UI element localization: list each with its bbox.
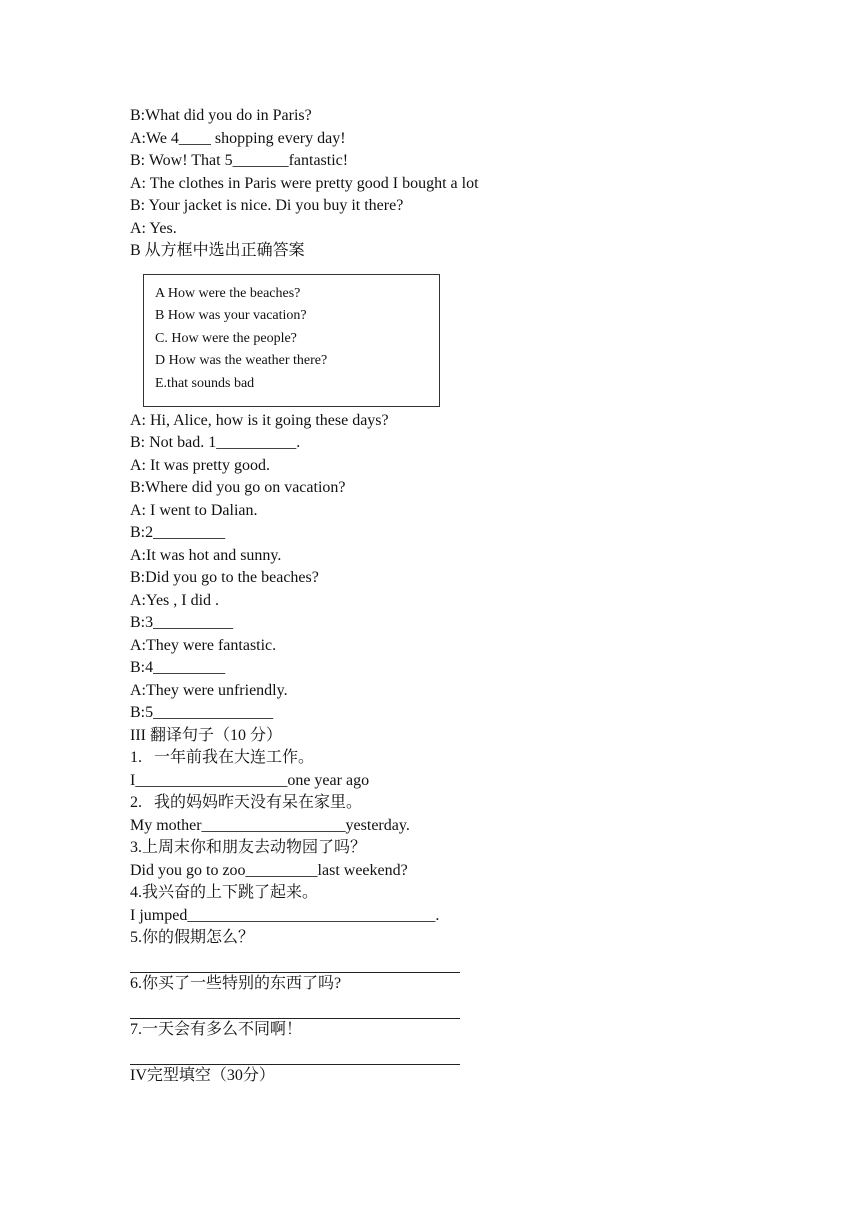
translation-line: 4.我兴奋的上下跳了起来。: [130, 884, 319, 901]
translation-line: 5.你的假期怎么？: [130, 929, 255, 946]
dialogue-line: B: Not bad. 1__________.: [130, 434, 301, 451]
section-iv-heading: IV完型填空（30分）: [130, 1067, 275, 1084]
dialogue-line: B:5_______________: [130, 704, 274, 721]
dialogue-line: A: It was pretty good.: [130, 456, 270, 474]
dialogue-line: B:Where did you go on vacation?: [130, 479, 346, 496]
dialogue-b: [130, 410, 830, 725]
translation-section: [130, 747, 830, 950]
section-iii-heading: III 翻译句子（10 分）: [130, 726, 282, 744]
dialogue-line: B: Wow! That 5_______fantastic!: [130, 152, 349, 169]
dialogue-line: A:They were unfriendly.: [130, 681, 288, 699]
translation-line: 3.上周末你和朋友去动物园了吗？: [130, 839, 367, 856]
dialogue-line: A:It was hot and sunny.: [130, 546, 282, 564]
dialogue-line: A:Yes , I did .: [130, 591, 220, 609]
translation-line: 1. 一年前我在大连工作。: [130, 749, 315, 766]
answer-line-5: [130, 950, 460, 974]
answer-line-7: [130, 1042, 460, 1066]
dialogue-a: [130, 105, 830, 240]
dialogue-line: A: Hi, Alice, how is it going these days?: [130, 411, 389, 429]
dialogue-line: B:3__________: [130, 614, 234, 631]
dialogue-line: A:They were fantastic.: [130, 636, 277, 654]
option-item: C. How were the people?: [155, 330, 297, 346]
section-b-heading: B 从方框中选出正确答案: [130, 242, 305, 259]
answer-line-6: [130, 996, 460, 1020]
dialogue-line: A:We 4____ shopping every day!: [130, 129, 346, 147]
option-item: E.that sounds bad: [155, 375, 255, 391]
translation-item-6: 6.你买了一些特别的东西了吗?: [130, 975, 342, 992]
option-item: B How was your vacation?: [155, 308, 307, 323]
dialogue-line: A: Yes.: [130, 219, 177, 237]
dialogue-line: B:2_________: [130, 524, 226, 541]
translation-line: I___________________one year ago: [130, 771, 370, 789]
worksheet: [130, 105, 830, 1088]
option-item: A How were the beaches?: [155, 285, 301, 301]
translation-line: Did you go to zoo_________last weekend?: [130, 861, 408, 879]
dialogue-line: B:Did you go to the beaches?: [130, 569, 319, 586]
translation-line: I jumped_______________________________.: [130, 906, 440, 924]
option-item: D How was the weather there?: [155, 353, 328, 368]
dialogue-line: A: I went to Dalian.: [130, 501, 258, 519]
answer-options-box: [143, 274, 440, 407]
dialogue-line: B: Your jacket is nice. Di you buy it there?: [130, 197, 404, 214]
dialogue-line: A: The clothes in Paris were pretty good I bought a lot: [130, 174, 479, 192]
translation-line: 2. 我的妈妈昨天没有呆在家里。: [130, 794, 363, 811]
translation-item-7: 7.一天会有多么不同啊！: [130, 1021, 303, 1038]
translation-line: My mother__________________yesterday.: [130, 816, 410, 834]
dialogue-line: B:What did you do in Paris?: [130, 107, 312, 124]
dialogue-line: B:4_________: [130, 659, 226, 676]
